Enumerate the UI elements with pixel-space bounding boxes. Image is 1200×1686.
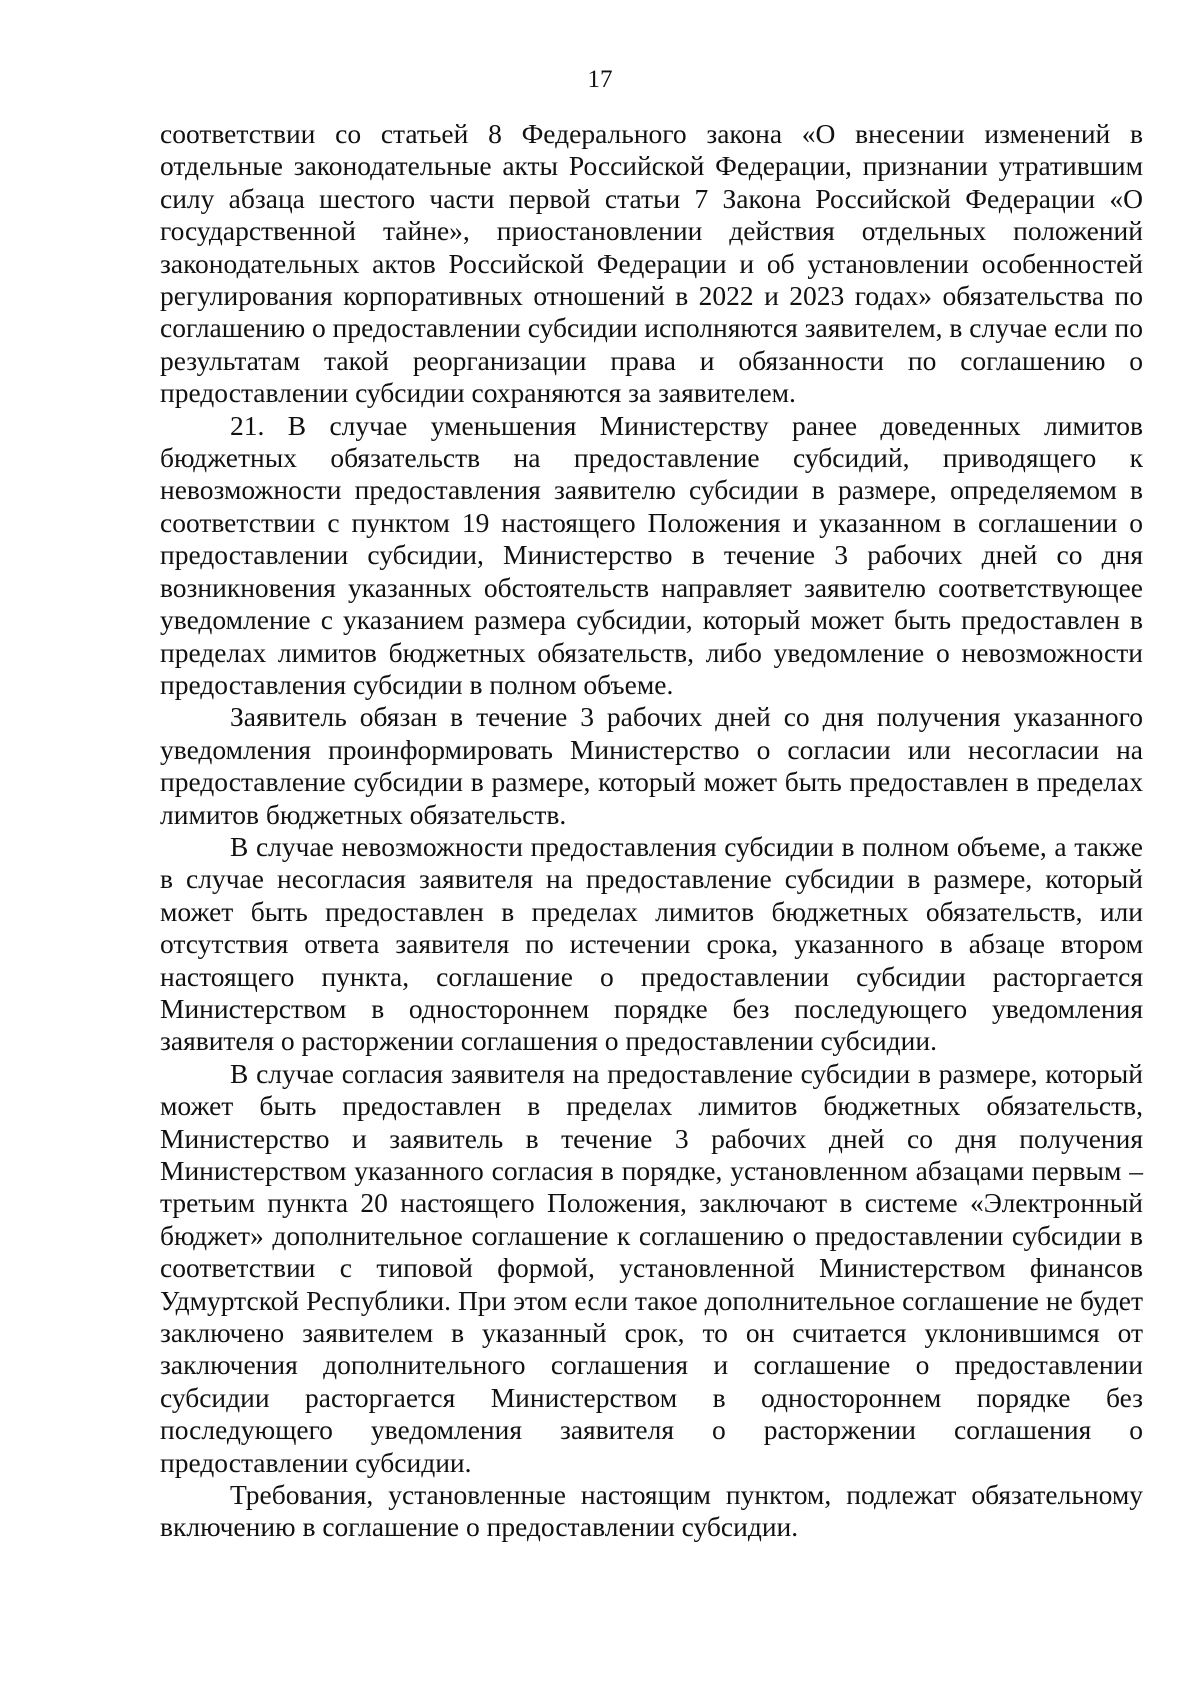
paragraph-continuation: соответствии со статьей 8 Федерального закона «О внесении изменений в отдельные законодательные акты Российской Федерации, признании утратившим силу абзаца шестого части первой статьи 7 Закона Российской Федерации «О государственной тайне», приостановлении действия отдельных положений законодательных актов Российской Федерации и об установлении особенностей регулирования корпоративных отношений в 2022 и 2023 годах» обязательства по соглашению о предоставлении субсидии исполняются заявителем, в случае если по результатам такой реорганизации права и обязанности по соглашению о предоставлении субсидии сохраняются за заявителем. — [160, 118, 1143, 409]
paragraph-additional-agreement: В случае согласия заявителя на предоставление субсидии в размере, который может быть предоставлен в пределах лимитов бюджетных обязательств, Министерство и заявитель в течение 3 рабочих дней со дня получения Министерством указанного согласия в порядке, установленном абзацами первым – третьим пункта 20 настоящего Положения, заключают в системе «Электронный бюджет» дополнительное соглашение к соглашению о предоставлении субсидии в соответствии с типовой формой, установленной Министерством финансов Удмуртской Республики. При этом если такое дополнительное соглашение не будет заключено заявителем в указанный срок, то он считается уклонившимся от заключения дополнительного соглашения и соглашение о предоставлении субсидии расторгается Министерством в одностороннем порядке без последующего уведомления заявителя о расторжении соглашения о предоставлении субсидии. — [160, 1057, 1143, 1478]
paragraph-requirements: Требования, установленные настоящим пунктом, подлежат обязательному включению в соглашение о предоставлении субсидии. — [160, 1479, 1143, 1543]
paragraph-applicant-obligation: Заявитель обязан в течение 3 рабочих дней со дня получения указанного уведомления проинформировать Министерство о согласии или несогласии на предоставление субсидии в размере, который может быть предоставлен в пределах лимитов бюджетных обязательств. — [160, 701, 1143, 830]
paragraph-termination: В случае невозможности предоставления субсидии в полном объеме, а также в случае несогласия заявителя на предоставление субсидии в размере, который может быть предоставлен в пределах лимитов бюджетных обязательств, или отсутствия ответа заявителя по истечении срока, указанного в абзаце втором настоящего пункта, соглашение о предоставлении субсидии расторгается Министерством в одностороннем порядке без последующего уведомления заявителя о расторжении соглашения о предоставлении субсидии. — [160, 830, 1143, 1057]
page-number: 17 — [587, 66, 613, 93]
document-body — [160, 118, 1143, 1544]
paragraph-item-21: 21. В случае уменьшения Министерству ранее доведенных лимитов бюджетных обязательств на предоставление субсидий, приводящего к невозможности предоставления заявителю субсидии в размере, определяемом в соответствии с пунктом 19 настоящего Положения и указанном в соглашении о предоставлении субсидии, Министерство в течение 3 рабочих дней со дня возникновения указанных обстоятельств направляет заявителю соответствующее уведомление с указанием размера субсидии, который может быть предоставлен в пределах лимитов бюджетных обязательств, либо уведомление о невозможности предоставления субсидии в полном объеме. — [160, 409, 1143, 700]
